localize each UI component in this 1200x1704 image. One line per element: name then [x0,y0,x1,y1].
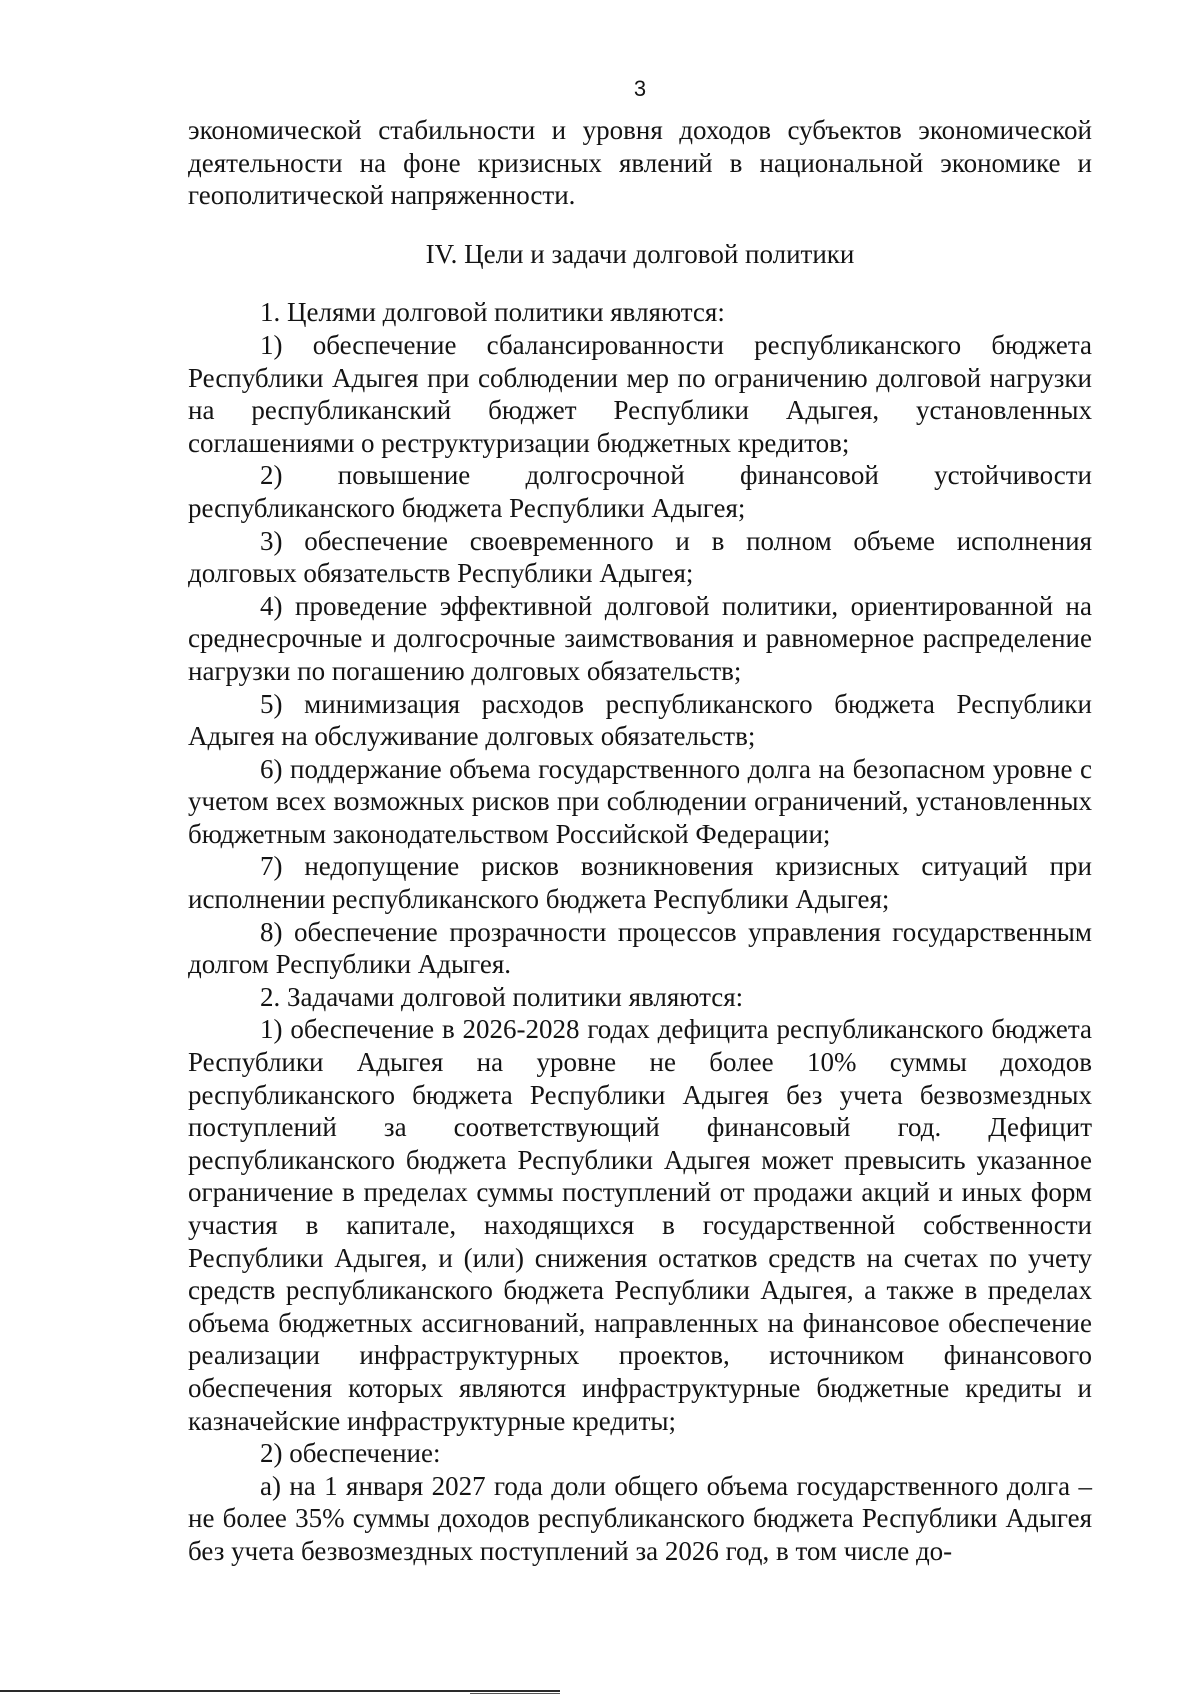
goal-item-1: 1) обеспечение сбалансированности республиканского бюджета Республики Адыгея при соблюдении мер по ограничению долговой нагрузки на республиканский бюджет Республики Адыгея, установленных соглашениями о реструктуризации бюджетных кредитов; [188,329,1092,458]
goal-item-5: 5) минимизация расходов республиканского бюджета Республики Адыгея на обслуживание долговых обязательств; [188,688,1092,752]
task-item-1: 1) обеспечение в 2026-2028 годах дефицита республиканского бюджета Республики Адыгея на уровне не более 10% суммы доходов республиканского бюджета Республики Адыгея без учета безвозмездных поступлений за соответствующий финансовый год. Дефицит республиканского бюджета Республики Адыгея может превысить указанное ограничение в пределах суммы поступлений от продажи акций и иных форм участия в капитале, находящихся в государственной собственности Республики Адыгея, и (или) снижения остатков средств на счетах по учету средств республиканского бюджета Республики Адыгея, а также в пределах объема бюджетных ассигнований, направленных на финансовое обеспечение реализации инфраструктурных проектов, источником финансового обеспечения которых являются инфраструктурные бюджетные кредиты и казначейские инфраструктурные кредиты; [188,1014,1092,1436]
section-heading: IV. Цели и задачи долговой политики [425,238,855,269]
goal-item-8: 8) обеспечение прозрачности процессов управления государственным долгом Республики Адыгея. [188,916,1092,980]
document-body [188,114,1092,1568]
goal-item-2: 2) повышение долгосрочной финансовой устойчивости республиканского бюджета Республики Адыгея; [188,460,1092,523]
scan-bottom-rule [0,1690,560,1692]
task-item-2: 2) обеспечение: [260,1438,441,1469]
scan-bottom-rule-fragment [470,1693,560,1694]
task-item-2a: а) на 1 января 2027 года доли общего объема государственного долга – не более 35% суммы доходов республиканского бюджета Республики Адыгея без учета безвозмездных поступлений за 2026 год, в том числе до- [188,1470,1092,1566]
goal-item-4: 4) проведение эффективной долговой политики, ориентированной на среднесрочные и долгосрочные заимствования и равномерное распределение нагрузки по погашению долговых обязательств; [188,590,1092,686]
page-number: 3 [633,76,647,101]
goal-item-7: 7) недопущение рисков возникновения кризисных ситуаций при исполнении республиканского бюджета Республики Адыгея; [188,851,1092,915]
intro-paragraph: экономической стабильности и уровня доходов субъектов экономической деятельности на фоне кризисных явлений в национальной экономике и геополитической напряженности. [188,115,1092,211]
goal-item-6: 6) поддержание объема государственного долга на безопасном уровне с учетом всех возможных рисков при соблюдении ограничений, установленных бюджетным законодательством Российской Федерации; [188,753,1092,849]
tasks-title: 2. Задачами долговой политики являются: [260,981,744,1012]
goal-item-3: 3) обеспечение своевременного и в полном объеме исполнения долговых обязательств Республики Адыгея; [188,525,1092,589]
goals-title: 1. Целями долговой политики являются: [260,297,725,328]
